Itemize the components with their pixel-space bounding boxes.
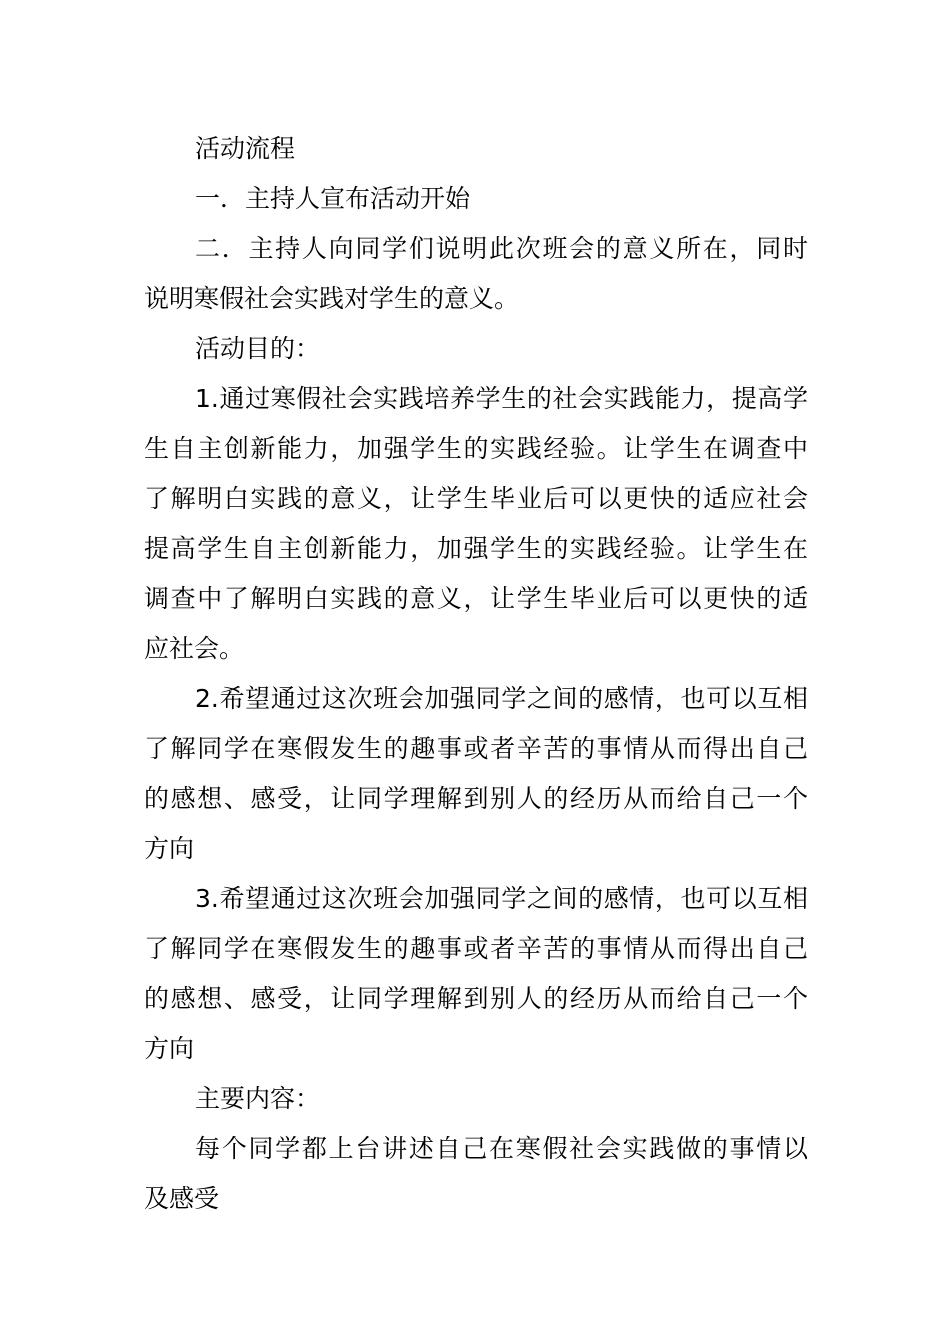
text-line: 方向 [144,1034,195,1063]
text-line: 调查中了解明白实践的意义，让学生毕业后可以更快的适 [144,584,808,613]
text-line: 及感受 [144,1184,220,1213]
text-line: 一．主持人宣布活动开始 [195,184,471,213]
text-line: 应社会。 [144,634,245,663]
text-line: 主要内容： [195,1084,321,1113]
paragraph-purpose-heading [144,324,808,374]
paragraph-purpose-one [144,374,808,674]
text-line: 2.希望通过这次班会加强同学之间的感情，也可以互相 [195,684,808,713]
text-line: 活动流程 [195,134,296,163]
paragraph-step-two [144,224,808,324]
text-line: 说明寒假社会实践对学生的意义。 [144,284,520,313]
text-line: 的感想、感受，让同学理解到别人的经历从而给自己一个 [144,784,808,813]
text-line: 了解同学在寒假发生的趣事或者辛苦的事情从而得出自己 [144,934,808,963]
text-line: 生自主创新能力，加强学生的实践经验。让学生在调查中 [144,434,808,463]
paragraph-process-heading [144,124,808,174]
text-line: 方向 [144,834,195,863]
text-line: 了解明白实践的意义，让学生毕业后可以更快的适应社会 [144,484,808,513]
paragraph-content-body [144,1124,808,1224]
paragraph-purpose-three [144,874,808,1074]
paragraph-step-one [144,174,808,224]
text-line: 了解同学在寒假发生的趣事或者辛苦的事情从而得出自己 [144,734,808,763]
text-line: 的感想、感受，让同学理解到别人的经历从而给自己一个 [144,984,808,1013]
text-line: 每个同学都上台讲述自己在寒假社会实践做的事情以 [195,1134,808,1163]
text-line: 活动目的： [195,334,321,363]
paragraph-purpose-two [144,674,808,874]
text-line: 1.通过寒假社会实践培养学生的社会实践能力，提高学 [195,384,808,413]
text-line: 3.希望通过这次班会加强同学之间的感情，也可以互相 [195,884,808,913]
text-line: 提高学生自主创新能力，加强学生的实践经验。让学生在 [144,534,808,563]
text-line: 二．主持人向同学们说明此次班会的意义所在，同时 [195,234,808,263]
paragraph-content-heading [144,1074,808,1124]
document-body [144,124,808,1224]
